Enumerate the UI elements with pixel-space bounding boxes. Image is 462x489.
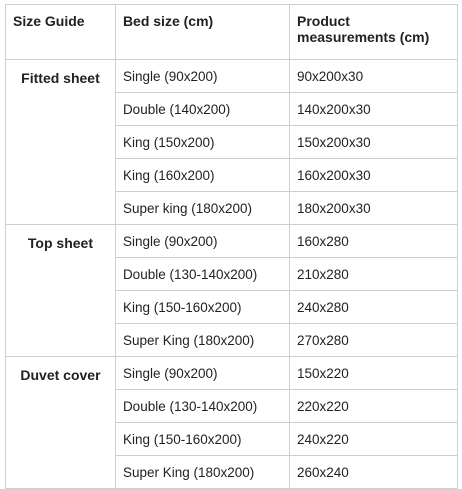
category-cell: Top sheet (6, 225, 116, 357)
table-row (6, 60, 458, 93)
bed-size-cell: Single (90x200) (115, 357, 289, 390)
product-measurement-cell: 150x220 (290, 357, 458, 390)
size-guide-table (5, 4, 458, 489)
bed-size-cell: Super king (180x200) (115, 192, 289, 225)
product-measurement-cell: 240x220 (290, 423, 458, 456)
bed-size-cell: Double (140x200) (115, 93, 289, 126)
product-measurement-cell: 240x280 (290, 291, 458, 324)
table-row (6, 357, 458, 390)
product-measurement-cell: 220x220 (290, 390, 458, 423)
product-measurement-cell: 150x200x30 (290, 126, 458, 159)
bed-size-cell: King (160x200) (115, 159, 289, 192)
bed-size-cell: Single (90x200) (115, 60, 289, 93)
bed-size-cell: Single (90x200) (115, 225, 289, 258)
bed-size-cell: Double (130-140x200) (115, 258, 289, 291)
product-measurement-cell: 260x240 (290, 456, 458, 489)
table-body (6, 60, 458, 489)
header-bed-size: Bed size (cm) (115, 5, 289, 60)
product-measurement-cell: 270x280 (290, 324, 458, 357)
category-cell: Fitted sheet (6, 60, 116, 225)
product-measurement-cell: 90x200x30 (290, 60, 458, 93)
category-cell: Duvet cover (6, 357, 116, 489)
bed-size-cell: King (150x200) (115, 126, 289, 159)
product-measurement-cell: 180x200x30 (290, 192, 458, 225)
product-measurement-cell: 140x200x30 (290, 93, 458, 126)
header-product-measurements: Product measurements (cm) (290, 5, 458, 60)
product-measurement-cell: 160x280 (290, 225, 458, 258)
product-measurement-cell: 160x200x30 (290, 159, 458, 192)
bed-size-cell: King (150-160x200) (115, 291, 289, 324)
table-header-row (6, 5, 458, 60)
product-measurement-cell: 210x280 (290, 258, 458, 291)
bed-size-cell: Double (130-140x200) (115, 390, 289, 423)
table-row (6, 225, 458, 258)
header-size-guide: Size Guide (6, 5, 116, 60)
bed-size-cell: Super King (180x200) (115, 456, 289, 489)
bed-size-cell: Super King (180x200) (115, 324, 289, 357)
bed-size-cell: King (150-160x200) (115, 423, 289, 456)
